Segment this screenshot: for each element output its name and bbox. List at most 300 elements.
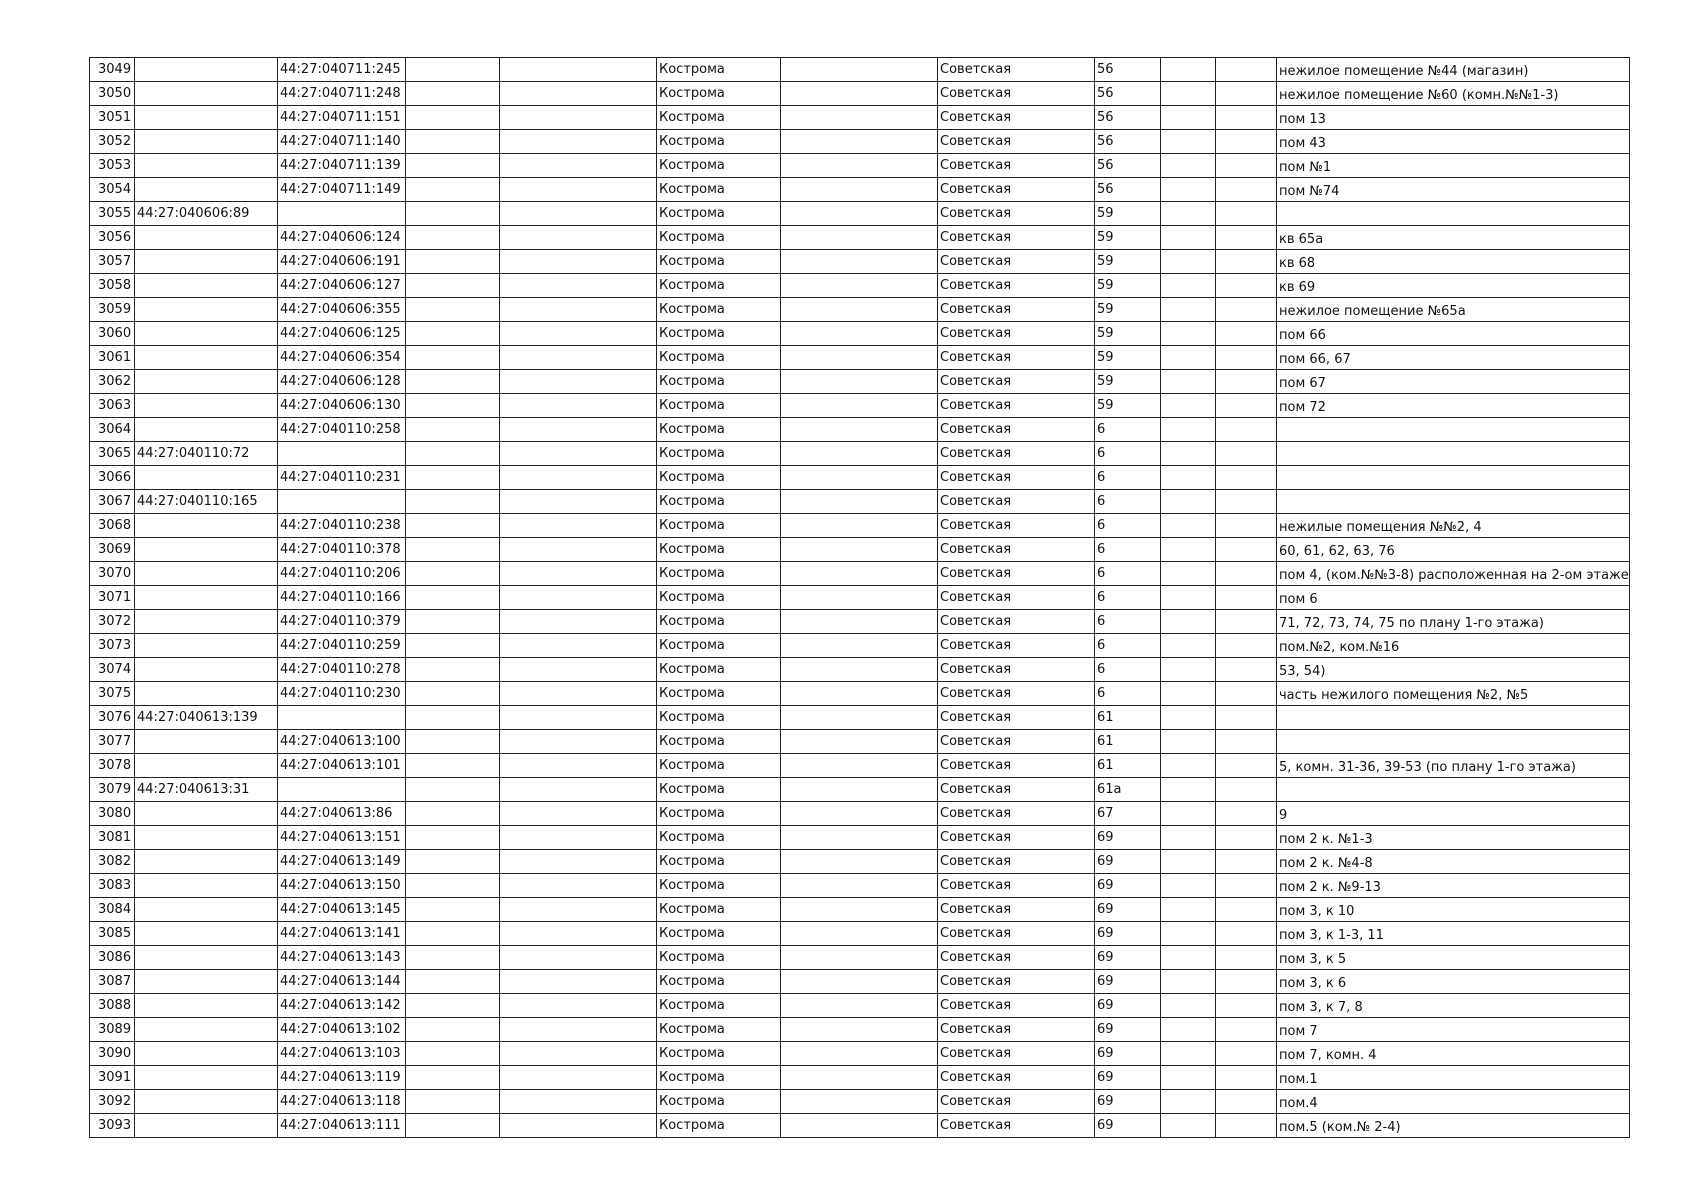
premise-cadastral-number-cell xyxy=(278,490,406,514)
empty-cell xyxy=(406,370,500,394)
house-number-cell: 61 xyxy=(1095,730,1161,754)
city-cell: Кострома xyxy=(657,346,781,370)
empty-cell xyxy=(1216,994,1277,1018)
empty-cell xyxy=(1216,442,1277,466)
empty-cell xyxy=(1161,874,1216,898)
building-cadastral-number-cell xyxy=(135,1018,278,1042)
building-cadastral-number-cell xyxy=(135,946,278,970)
row-number-cell: 3056 xyxy=(90,226,135,250)
premise-description-cell: кв 69 xyxy=(1277,274,1630,298)
empty-cell xyxy=(1161,898,1216,922)
city-cell: Кострома xyxy=(657,1018,781,1042)
building-cadastral-number-cell xyxy=(135,322,278,346)
empty-cell xyxy=(1216,562,1277,586)
premise-description-cell xyxy=(1277,466,1630,490)
premise-cadastral-number-cell: 44:27:040613:142 xyxy=(278,994,406,1018)
empty-cell xyxy=(781,730,938,754)
house-number-cell: 69 xyxy=(1095,1042,1161,1066)
premise-cadastral-number-cell: 44:27:040613:102 xyxy=(278,1018,406,1042)
house-number-cell: 56 xyxy=(1095,130,1161,154)
empty-cell xyxy=(406,226,500,250)
premise-description-cell: кв 68 xyxy=(1277,250,1630,274)
house-number-cell: 59 xyxy=(1095,274,1161,298)
building-cadastral-number-cell xyxy=(135,58,278,82)
premise-description-cell: пом №74 xyxy=(1277,178,1630,202)
premise-description-cell: нежилые помещения №№2, 4 xyxy=(1277,514,1630,538)
empty-cell xyxy=(781,706,938,730)
empty-cell xyxy=(500,514,657,538)
premise-cadastral-number-cell: 44:27:040606:127 xyxy=(278,274,406,298)
building-cadastral-number-cell xyxy=(135,970,278,994)
empty-cell xyxy=(1161,370,1216,394)
empty-cell xyxy=(500,442,657,466)
premise-description-cell: пом №1 xyxy=(1277,154,1630,178)
house-number-cell: 56 xyxy=(1095,106,1161,130)
house-number-cell: 69 xyxy=(1095,946,1161,970)
premise-description-cell xyxy=(1277,778,1630,802)
empty-cell xyxy=(1216,898,1277,922)
empty-cell xyxy=(781,874,938,898)
row-number-cell: 3089 xyxy=(90,1018,135,1042)
table-row xyxy=(90,562,1630,586)
empty-cell xyxy=(1216,826,1277,850)
street-cell: Советская xyxy=(938,826,1095,850)
empty-cell xyxy=(1161,970,1216,994)
table-row xyxy=(90,658,1630,682)
street-cell: Советская xyxy=(938,562,1095,586)
empty-cell xyxy=(781,538,938,562)
row-number-cell: 3087 xyxy=(90,970,135,994)
empty-cell xyxy=(1216,850,1277,874)
street-cell: Советская xyxy=(938,250,1095,274)
table-row xyxy=(90,610,1630,634)
house-number-cell: 6 xyxy=(1095,514,1161,538)
street-cell: Советская xyxy=(938,514,1095,538)
empty-cell xyxy=(781,658,938,682)
premise-cadastral-number-cell: 44:27:040613:119 xyxy=(278,1066,406,1090)
premise-description-cell xyxy=(1277,442,1630,466)
premise-cadastral-number-cell: 44:27:040110:258 xyxy=(278,418,406,442)
empty-cell xyxy=(1161,538,1216,562)
premise-cadastral-number-cell: 44:27:040613:144 xyxy=(278,970,406,994)
empty-cell xyxy=(1216,586,1277,610)
empty-cell xyxy=(1216,874,1277,898)
empty-cell xyxy=(781,634,938,658)
table-row xyxy=(90,58,1630,82)
empty-cell xyxy=(781,130,938,154)
house-number-cell: 6 xyxy=(1095,490,1161,514)
house-number-cell: 56 xyxy=(1095,154,1161,178)
row-number-cell: 3071 xyxy=(90,586,135,610)
empty-cell xyxy=(500,682,657,706)
street-cell: Советская xyxy=(938,1114,1095,1138)
building-cadastral-number-cell xyxy=(135,634,278,658)
empty-cell xyxy=(500,466,657,490)
city-cell: Кострома xyxy=(657,178,781,202)
house-number-cell: 59 xyxy=(1095,226,1161,250)
building-cadastral-number-cell: 44:27:040110:72 xyxy=(135,442,278,466)
table-row xyxy=(90,394,1630,418)
street-cell: Советская xyxy=(938,82,1095,106)
empty-cell xyxy=(500,1090,657,1114)
city-cell: Кострома xyxy=(657,538,781,562)
premise-description-cell xyxy=(1277,202,1630,226)
building-cadastral-number-cell xyxy=(135,874,278,898)
empty-cell xyxy=(1216,106,1277,130)
house-number-cell: 67 xyxy=(1095,802,1161,826)
empty-cell xyxy=(500,538,657,562)
empty-cell xyxy=(406,802,500,826)
empty-cell xyxy=(1216,610,1277,634)
city-cell: Кострома xyxy=(657,994,781,1018)
table-row xyxy=(90,298,1630,322)
empty-cell xyxy=(406,250,500,274)
street-cell: Советская xyxy=(938,610,1095,634)
empty-cell xyxy=(1161,730,1216,754)
empty-cell xyxy=(1161,82,1216,106)
premise-cadastral-number-cell: 44:27:040711:149 xyxy=(278,178,406,202)
street-cell: Советская xyxy=(938,1042,1095,1066)
empty-cell xyxy=(406,562,500,586)
empty-cell xyxy=(1161,466,1216,490)
empty-cell xyxy=(500,850,657,874)
empty-cell xyxy=(500,322,657,346)
empty-cell xyxy=(406,466,500,490)
house-number-cell: 6 xyxy=(1095,466,1161,490)
building-cadastral-number-cell xyxy=(135,730,278,754)
premise-cadastral-number-cell: 44:27:040110:230 xyxy=(278,682,406,706)
premise-cadastral-number-cell: 44:27:040711:245 xyxy=(278,58,406,82)
street-cell: Советская xyxy=(938,586,1095,610)
premise-description-cell: пом 7 xyxy=(1277,1018,1630,1042)
building-cadastral-number-cell xyxy=(135,610,278,634)
empty-cell xyxy=(406,826,500,850)
building-cadastral-number-cell xyxy=(135,1042,278,1066)
empty-cell xyxy=(406,82,500,106)
premise-cadastral-number-cell: 44:27:040711:248 xyxy=(278,82,406,106)
street-cell: Советская xyxy=(938,442,1095,466)
street-cell: Советская xyxy=(938,298,1095,322)
empty-cell xyxy=(406,346,500,370)
empty-cell xyxy=(500,562,657,586)
premise-cadastral-number-cell xyxy=(278,706,406,730)
house-number-cell: 6 xyxy=(1095,682,1161,706)
building-cadastral-number-cell xyxy=(135,826,278,850)
house-number-cell: 6 xyxy=(1095,586,1161,610)
empty-cell xyxy=(406,610,500,634)
premise-description-cell: пом 3, к 5 xyxy=(1277,946,1630,970)
premise-description-cell: 9 xyxy=(1277,802,1630,826)
city-cell: Кострома xyxy=(657,394,781,418)
city-cell: Кострома xyxy=(657,802,781,826)
row-number-cell: 3093 xyxy=(90,1114,135,1138)
premise-cadastral-number-cell: 44:27:040110:278 xyxy=(278,658,406,682)
city-cell: Кострома xyxy=(657,1066,781,1090)
street-cell: Советская xyxy=(938,1090,1095,1114)
row-number-cell: 3054 xyxy=(90,178,135,202)
empty-cell xyxy=(1161,946,1216,970)
house-number-cell: 69 xyxy=(1095,826,1161,850)
empty-cell xyxy=(781,346,938,370)
empty-cell xyxy=(406,922,500,946)
empty-cell xyxy=(1216,682,1277,706)
premise-description-cell: пом 3, к 7, 8 xyxy=(1277,994,1630,1018)
empty-cell xyxy=(406,274,500,298)
street-cell: Советская xyxy=(938,922,1095,946)
empty-cell xyxy=(406,706,500,730)
empty-cell xyxy=(406,1090,500,1114)
street-cell: Советская xyxy=(938,394,1095,418)
premise-description-cell: нежилое помещение №60 (комн.№№1-3) xyxy=(1277,82,1630,106)
empty-cell xyxy=(406,106,500,130)
street-cell: Советская xyxy=(938,346,1095,370)
empty-cell xyxy=(1216,754,1277,778)
empty-cell xyxy=(1161,1042,1216,1066)
empty-cell xyxy=(500,970,657,994)
city-cell: Кострома xyxy=(657,970,781,994)
empty-cell xyxy=(406,754,500,778)
street-cell: Советская xyxy=(938,370,1095,394)
row-number-cell: 3061 xyxy=(90,346,135,370)
building-cadastral-number-cell xyxy=(135,682,278,706)
empty-cell xyxy=(500,130,657,154)
house-number-cell: 61 xyxy=(1095,754,1161,778)
building-cadastral-number-cell xyxy=(135,250,278,274)
house-number-cell: 6 xyxy=(1095,442,1161,466)
premise-description-cell: пом 43 xyxy=(1277,130,1630,154)
premise-cadastral-number-cell: 44:27:040613:101 xyxy=(278,754,406,778)
house-number-cell: 6 xyxy=(1095,562,1161,586)
empty-cell xyxy=(1216,82,1277,106)
building-cadastral-number-cell xyxy=(135,1114,278,1138)
city-cell: Кострома xyxy=(657,250,781,274)
premise-description-cell: 5, комн. 31-36, 39-53 (по плану 1-го этажа) xyxy=(1277,754,1630,778)
city-cell: Кострома xyxy=(657,586,781,610)
row-number-cell: 3064 xyxy=(90,418,135,442)
empty-cell xyxy=(1161,202,1216,226)
empty-cell xyxy=(781,1114,938,1138)
building-cadastral-number-cell xyxy=(135,994,278,1018)
premise-description-cell: пом 6 xyxy=(1277,586,1630,610)
row-number-cell: 3069 xyxy=(90,538,135,562)
row-number-cell: 3073 xyxy=(90,634,135,658)
city-cell: Кострома xyxy=(657,658,781,682)
empty-cell xyxy=(406,994,500,1018)
row-number-cell: 3075 xyxy=(90,682,135,706)
city-cell: Кострома xyxy=(657,826,781,850)
row-number-cell: 3078 xyxy=(90,754,135,778)
table-row xyxy=(90,322,1630,346)
empty-cell xyxy=(1216,1114,1277,1138)
table-row xyxy=(90,730,1630,754)
empty-cell xyxy=(406,730,500,754)
empty-cell xyxy=(781,298,938,322)
premise-description-cell: пом.№2, ком.№16 xyxy=(1277,634,1630,658)
city-cell: Кострома xyxy=(657,82,781,106)
house-number-cell: 69 xyxy=(1095,994,1161,1018)
street-cell: Советская xyxy=(938,658,1095,682)
empty-cell xyxy=(406,394,500,418)
table-row xyxy=(90,130,1630,154)
empty-cell xyxy=(1161,322,1216,346)
street-cell: Советская xyxy=(938,850,1095,874)
building-cadastral-number-cell xyxy=(135,1066,278,1090)
premise-cadastral-number-cell xyxy=(278,442,406,466)
empty-cell xyxy=(1216,658,1277,682)
street-cell: Советская xyxy=(938,754,1095,778)
empty-cell xyxy=(1161,778,1216,802)
premise-description-cell: пом 66, 67 xyxy=(1277,346,1630,370)
city-cell: Кострома xyxy=(657,490,781,514)
empty-cell xyxy=(1216,154,1277,178)
table-row xyxy=(90,946,1630,970)
empty-cell xyxy=(1216,226,1277,250)
empty-cell xyxy=(406,178,500,202)
empty-cell xyxy=(781,610,938,634)
house-number-cell: 59 xyxy=(1095,322,1161,346)
premise-cadastral-number-cell: 44:27:040606:355 xyxy=(278,298,406,322)
row-number-cell: 3060 xyxy=(90,322,135,346)
premise-cadastral-number-cell xyxy=(278,778,406,802)
empty-cell xyxy=(1161,226,1216,250)
premise-cadastral-number-cell: 44:27:040613:150 xyxy=(278,874,406,898)
empty-cell xyxy=(1161,562,1216,586)
empty-cell xyxy=(500,874,657,898)
building-cadastral-number-cell xyxy=(135,154,278,178)
empty-cell xyxy=(1216,298,1277,322)
city-cell: Кострома xyxy=(657,226,781,250)
empty-cell xyxy=(406,634,500,658)
empty-cell xyxy=(406,658,500,682)
row-number-cell: 3070 xyxy=(90,562,135,586)
premise-description-cell: кв 65а xyxy=(1277,226,1630,250)
house-number-cell: 69 xyxy=(1095,874,1161,898)
empty-cell xyxy=(500,178,657,202)
empty-cell xyxy=(500,298,657,322)
table-row xyxy=(90,874,1630,898)
empty-cell xyxy=(781,1090,938,1114)
empty-cell xyxy=(500,778,657,802)
row-number-cell: 3090 xyxy=(90,1042,135,1066)
premise-cadastral-number-cell: 44:27:040613:86 xyxy=(278,802,406,826)
empty-cell xyxy=(500,610,657,634)
empty-cell xyxy=(500,58,657,82)
city-cell: Кострома xyxy=(657,442,781,466)
empty-cell xyxy=(1216,490,1277,514)
empty-cell xyxy=(500,250,657,274)
city-cell: Кострома xyxy=(657,634,781,658)
city-cell: Кострома xyxy=(657,274,781,298)
empty-cell xyxy=(406,682,500,706)
empty-cell xyxy=(406,202,500,226)
empty-cell xyxy=(406,130,500,154)
empty-cell xyxy=(1216,970,1277,994)
house-number-cell: 61 xyxy=(1095,706,1161,730)
empty-cell xyxy=(1161,442,1216,466)
empty-cell xyxy=(500,370,657,394)
empty-cell xyxy=(1161,1018,1216,1042)
city-cell: Кострома xyxy=(657,106,781,130)
premise-cadastral-number-cell: 44:27:040613:141 xyxy=(278,922,406,946)
building-cadastral-number-cell xyxy=(135,370,278,394)
building-cadastral-number-cell xyxy=(135,298,278,322)
premise-description-cell: пом 66 xyxy=(1277,322,1630,346)
house-number-cell: 56 xyxy=(1095,82,1161,106)
empty-cell xyxy=(1216,706,1277,730)
empty-cell xyxy=(1161,754,1216,778)
building-cadastral-number-cell xyxy=(135,754,278,778)
table-row xyxy=(90,346,1630,370)
street-cell: Советская xyxy=(938,778,1095,802)
empty-cell xyxy=(781,154,938,178)
empty-cell xyxy=(781,898,938,922)
empty-cell xyxy=(1216,802,1277,826)
empty-cell xyxy=(781,970,938,994)
house-number-cell: 69 xyxy=(1095,1090,1161,1114)
city-cell: Кострома xyxy=(657,202,781,226)
building-cadastral-number-cell: 44:27:040606:89 xyxy=(135,202,278,226)
empty-cell xyxy=(1216,466,1277,490)
row-number-cell: 3072 xyxy=(90,610,135,634)
empty-cell xyxy=(500,826,657,850)
premise-cadastral-number-cell: 44:27:040613:143 xyxy=(278,946,406,970)
building-cadastral-number-cell xyxy=(135,658,278,682)
table-row xyxy=(90,274,1630,298)
premise-cadastral-number-cell: 44:27:040606:128 xyxy=(278,370,406,394)
city-cell: Кострома xyxy=(657,466,781,490)
row-number-cell: 3062 xyxy=(90,370,135,394)
table-row xyxy=(90,442,1630,466)
empty-cell xyxy=(1216,946,1277,970)
premise-cadastral-number-cell: 44:27:040110:238 xyxy=(278,514,406,538)
table-row xyxy=(90,634,1630,658)
table-row xyxy=(90,490,1630,514)
house-number-cell: 59 xyxy=(1095,346,1161,370)
empty-cell xyxy=(1161,298,1216,322)
city-cell: Кострома xyxy=(657,706,781,730)
city-cell: Кострома xyxy=(657,946,781,970)
empty-cell xyxy=(1161,658,1216,682)
empty-cell xyxy=(1216,58,1277,82)
building-cadastral-number-cell xyxy=(135,802,278,826)
empty-cell xyxy=(781,274,938,298)
empty-cell xyxy=(1161,586,1216,610)
street-cell: Советская xyxy=(938,154,1095,178)
empty-cell xyxy=(1161,250,1216,274)
premise-description-cell: пом 72 xyxy=(1277,394,1630,418)
empty-cell xyxy=(781,1042,938,1066)
empty-cell xyxy=(406,154,500,178)
building-cadastral-number-cell xyxy=(135,562,278,586)
table-row xyxy=(90,1114,1630,1138)
premise-description-cell: пом 67 xyxy=(1277,370,1630,394)
empty-cell xyxy=(406,1042,500,1066)
city-cell: Кострома xyxy=(657,850,781,874)
empty-cell xyxy=(1216,322,1277,346)
premise-description-cell xyxy=(1277,706,1630,730)
table-row xyxy=(90,418,1630,442)
building-cadastral-number-cell xyxy=(135,850,278,874)
premise-description-cell: 60, 61, 62, 63, 76 xyxy=(1277,538,1630,562)
premise-description-cell: часть нежилого помещения №2, №5 xyxy=(1277,682,1630,706)
empty-cell xyxy=(500,730,657,754)
empty-cell xyxy=(781,490,938,514)
empty-cell xyxy=(500,346,657,370)
empty-cell xyxy=(1216,514,1277,538)
table-row xyxy=(90,898,1630,922)
empty-cell xyxy=(1216,418,1277,442)
premise-cadastral-number-cell: 44:27:040110:379 xyxy=(278,610,406,634)
